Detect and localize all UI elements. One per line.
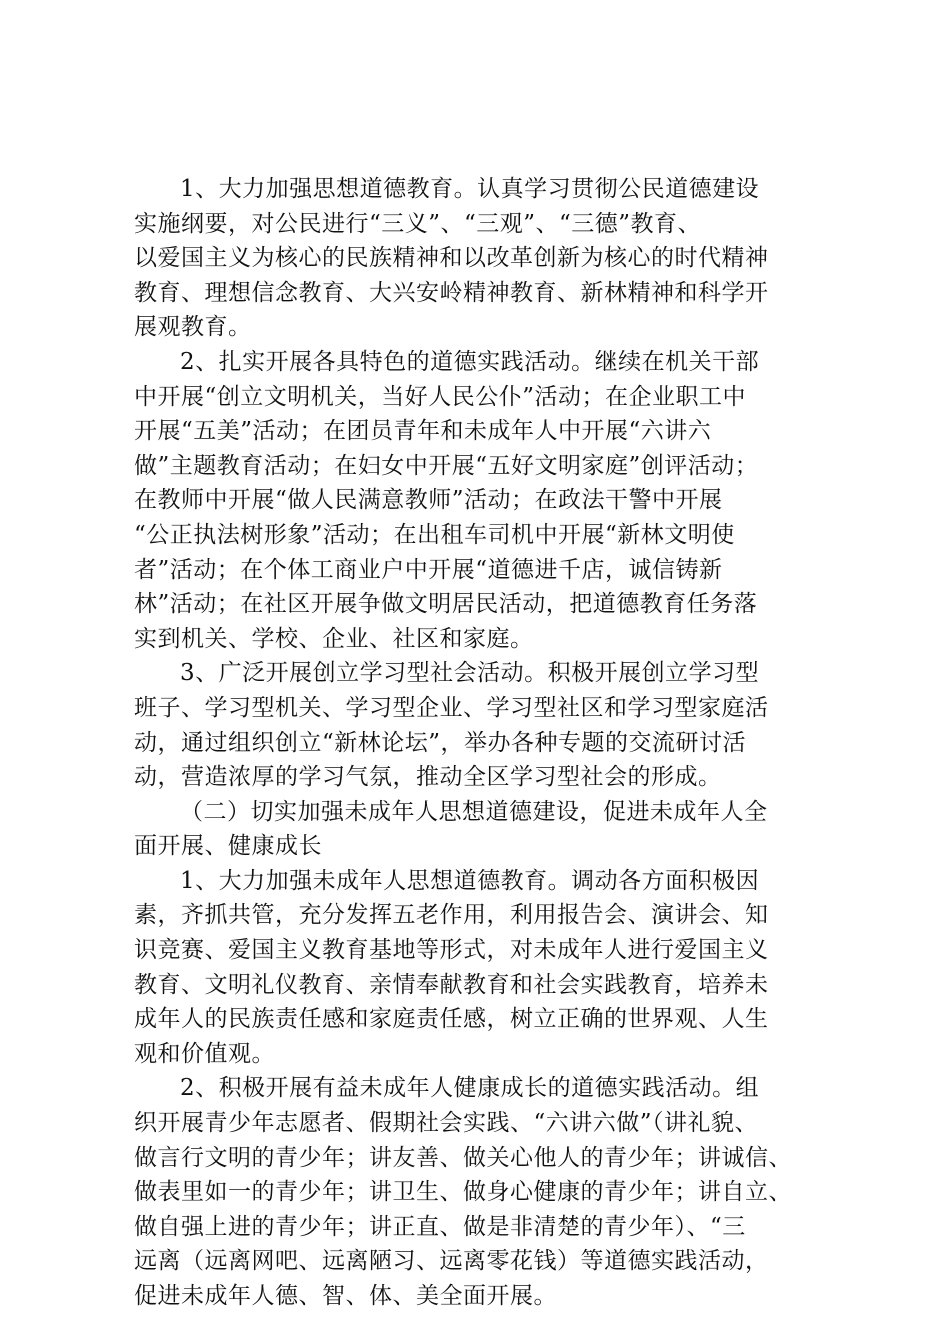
text-line: 面开展、健康成长 <box>134 833 322 860</box>
text-line: 做”主题教育活动；在妇女中开展“五好文明家庭”创评活动； <box>134 452 759 479</box>
text-line: 实到机关、学校、企业、社区和家庭。 <box>134 625 534 652</box>
text-line: 做表里如一的青少年；讲卫生、做身心健康的青少年；讲自立、 <box>134 1179 792 1206</box>
text-line: 2、扎实开展各具特色的道德实践活动。继续在机关干部 <box>180 348 760 375</box>
text-line: 远离（远离网吧、远离陋习、远离零花钱）等道德实践活动， <box>134 1248 769 1275</box>
text-line: 班子、学习型机关、学习型企业、学习型社区和学习型家庭活 <box>134 694 769 721</box>
text-line: 做自强上进的青少年；讲正直、做是非清楚的青少年）、“三 <box>134 1213 746 1240</box>
text-line: 识竞赛、爱国主义教育基地等形式，对未成年人进行爱国主义 <box>134 937 769 964</box>
text-line: 实施纲要，对公民进行“三义”、“三观”、“三德”教育、 <box>134 210 702 237</box>
text-line: 3、广泛开展创立学习型社会活动。积极开展创立学习型 <box>180 660 760 687</box>
text-line: 动，营造浓厚的学习气氛，推动全区学习型社会的形成。 <box>134 764 722 791</box>
text-line: “公正执法树形象”活动；在出租车司机中开展“新林文明使 <box>134 521 735 548</box>
text-line: 以爱国主义为核心的民族精神和以改革创新为核心的时代精神 <box>134 245 769 272</box>
text-line: 教育、文明礼仪教育、亲情奉献教育和社会实践教育，培养未 <box>134 971 769 998</box>
paragraph-6 <box>134 1071 824 1313</box>
paragraph-1 <box>134 172 824 345</box>
text-line: 素，齐抓共管，充分发挥五老作用，利用报告会、演讲会、知 <box>134 902 769 929</box>
paragraph-3 <box>134 656 824 794</box>
text-line: （二）切实加强未成年人思想道德建设，促进未成年人全 <box>180 798 768 825</box>
text-line: 在教师中开展“做人民满意教师”活动；在政法干警中开展 <box>134 487 723 514</box>
text-line: 开展“五美”活动；在团员青年和未成年人中开展“六讲六 <box>134 418 712 445</box>
text-line: 林”活动；在社区开展争做文明居民活动，把道德教育任务落 <box>134 591 758 618</box>
text-line: 织开展青少年志愿者、假期社会实践、“六讲六做”（讲礼貌、 <box>134 1110 759 1137</box>
text-line: 1、大力加强思想道德教育。认真学习贯彻公民道德建设 <box>180 176 760 202</box>
paragraph-2 <box>134 345 824 656</box>
text-line: 做言行文明的青少年；讲友善、做关心他人的青少年；讲诚信、 <box>134 1144 792 1171</box>
text-line: 2、积极开展有益未成年人健康成长的道德实践活动。组 <box>180 1075 760 1102</box>
text-line: 动，通过组织创立“新林论坛”，举办各种专题的交流研讨活 <box>134 729 747 756</box>
text-line: 1、大力加强未成年人思想道德教育。调动各方面积极因 <box>180 867 760 894</box>
paragraph-5 <box>134 864 824 1072</box>
text-line: 者”活动；在个体工商业户中开展“道德进千店，诚信铸新 <box>134 556 723 583</box>
text-line: 教育、理想信念教育、大兴安岭精神教育、新林精神和科学开 <box>134 279 769 306</box>
text-line: 促进未成年人德、智、体、美全面开展。 <box>134 1283 557 1309</box>
text-line: 中开展“创立文明机关，当好人民公仆”活动；在企业职工中 <box>134 383 747 410</box>
text-line: 观和价值观。 <box>134 1040 275 1067</box>
section-heading <box>134 795 824 864</box>
text-line: 展观教育。 <box>134 314 252 341</box>
text-line: 成年人的民族责任感和家庭责任感，树立正确的世界观、人生 <box>134 1006 769 1033</box>
document-body <box>134 172 824 1314</box>
